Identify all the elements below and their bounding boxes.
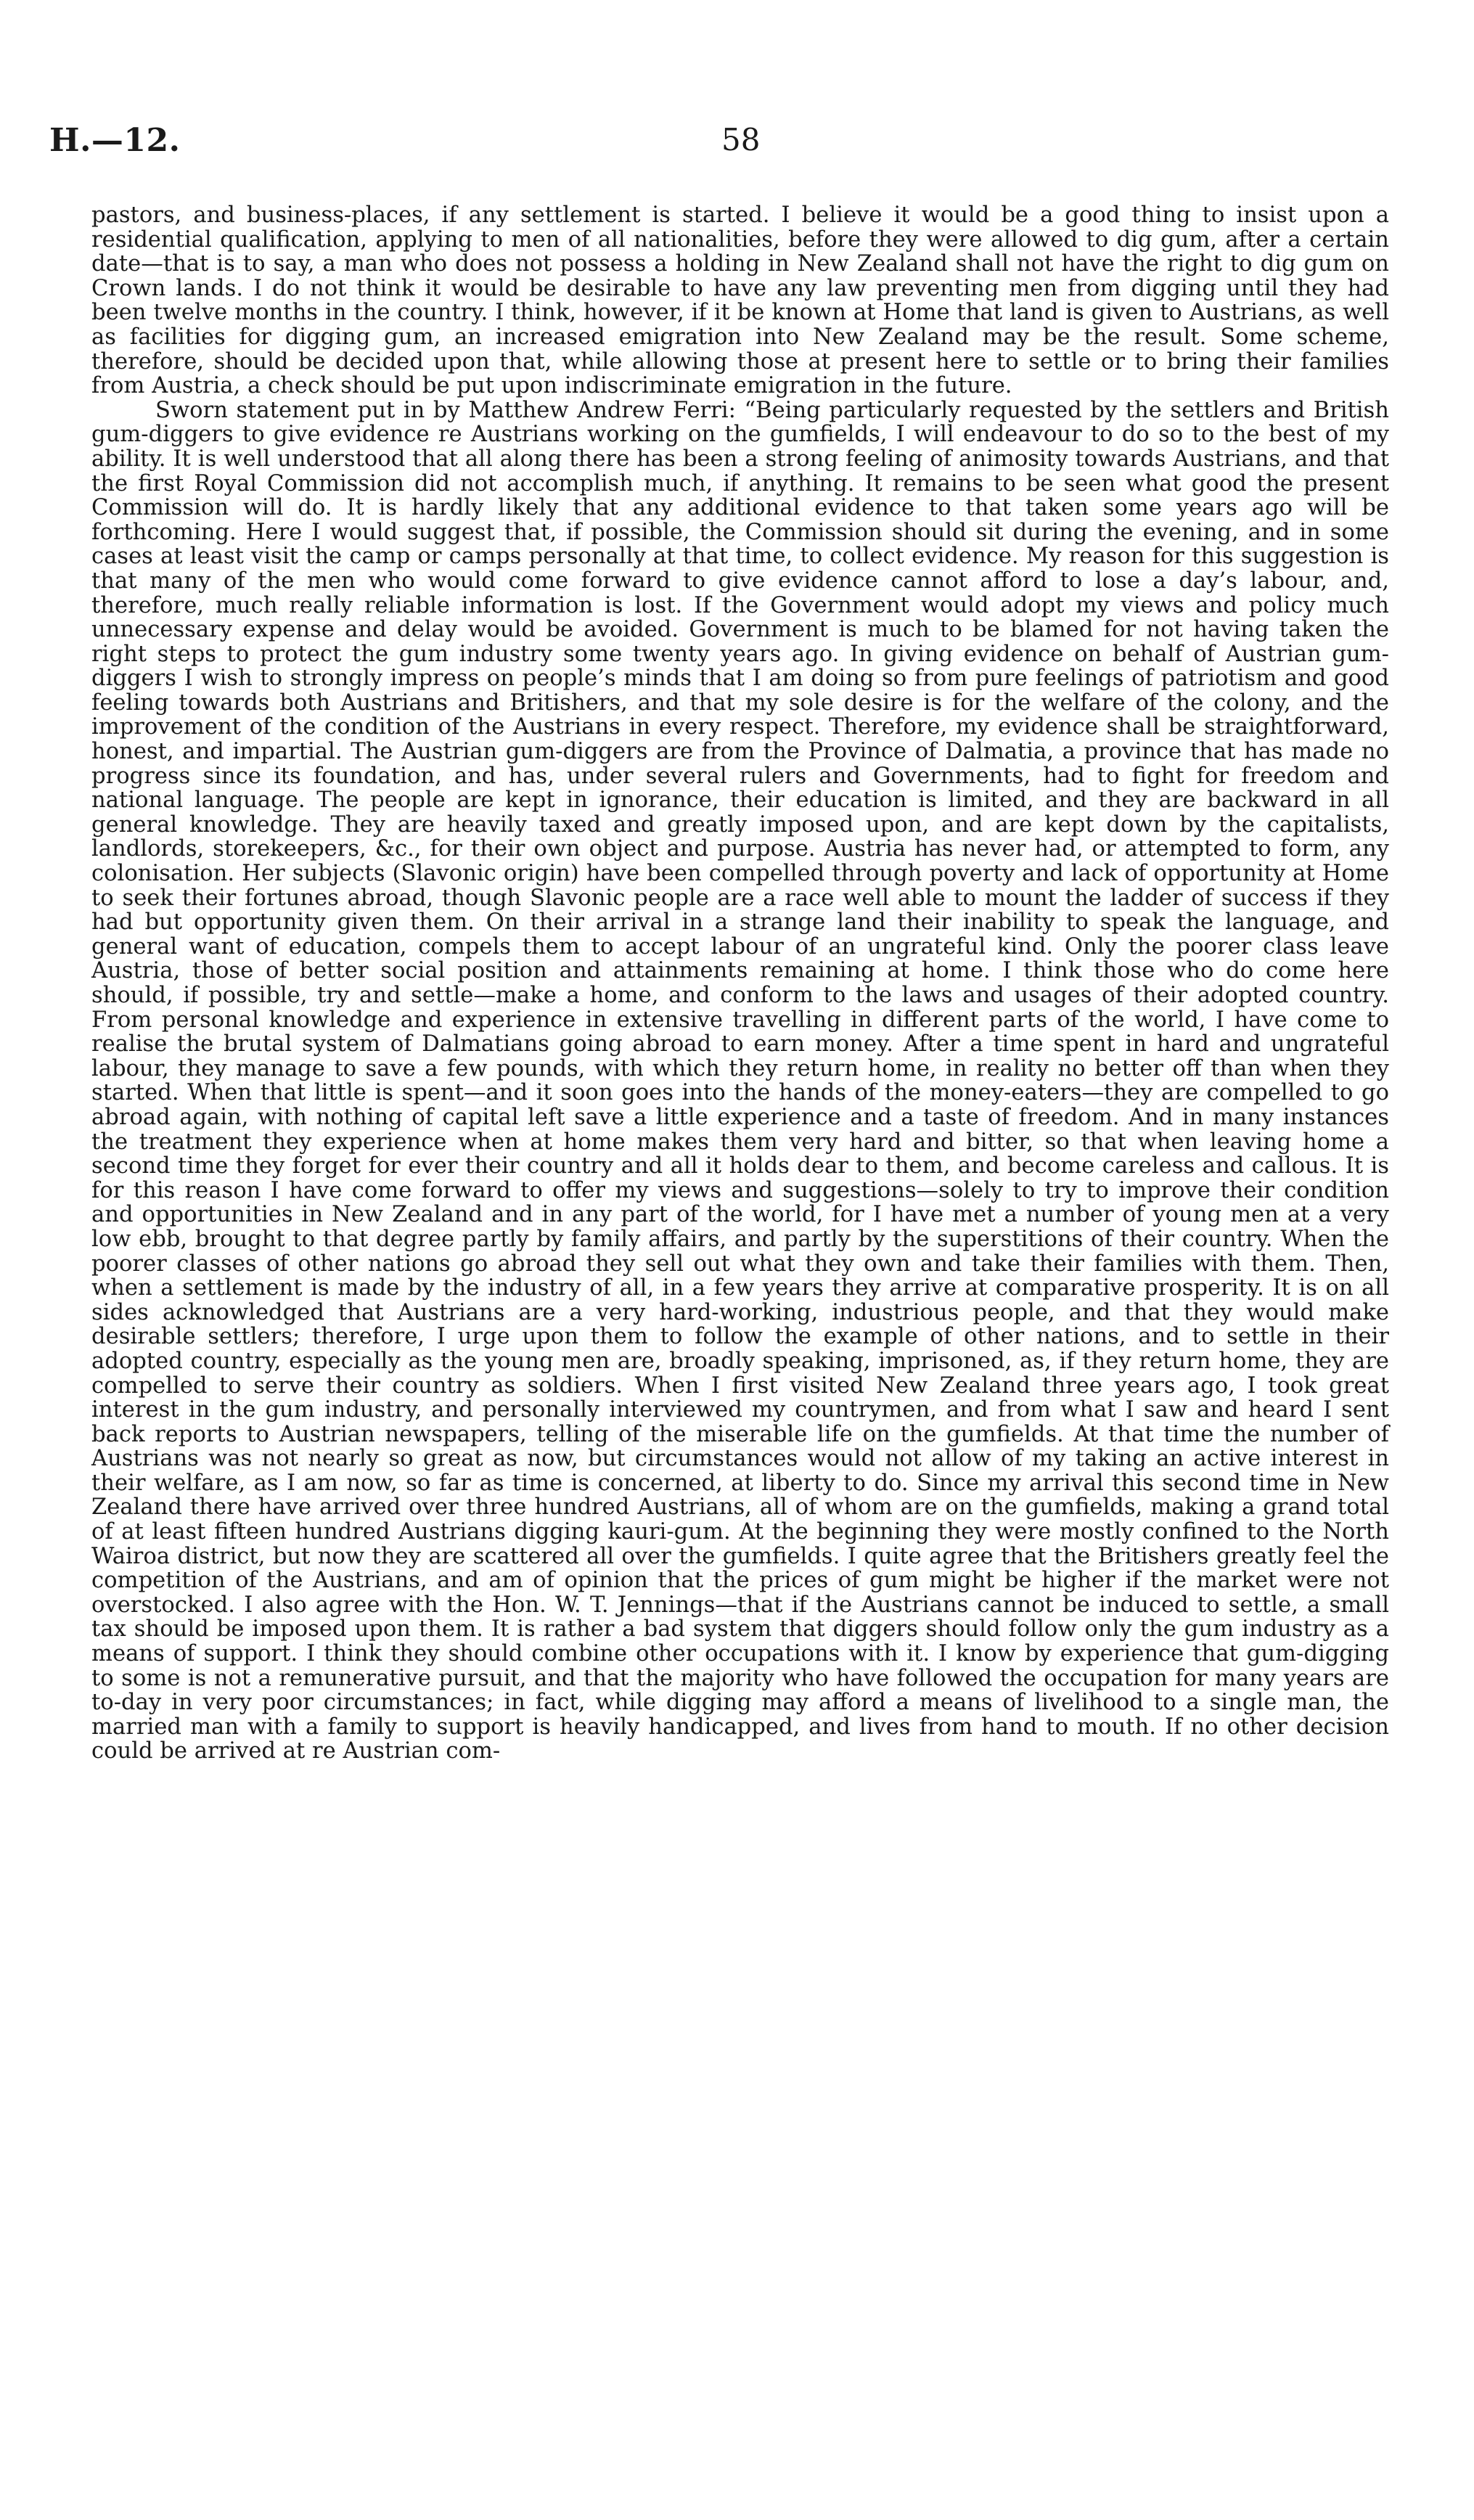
- paragraph: pastors, and business-places, if any settlement is started. I believe it would be a good thing to insist upon a residential qualification, applying to men of all nationalities, before they were allowed to dig gum, after a certain date—that is to say, a man who does not possess a holding in New Zealand shall not have the right to dig gum on Crown lands. I do not think it would be desirable to have any law preventing men from digging until they had been twelve months in the country. I think, however, if it be known at Home that land is given to Austrians, as well as facilities for digging gum, an increased emigration into New Zealand may be the result. Some scheme, therefore, should be decided upon that, while allowing those at present here to settle or to bring their families from Austria, a check should be put upon indiscriminate emigration in the future.: [91, 202, 1389, 399]
- page-header: [49, 122, 1407, 173]
- page-number: 58: [721, 122, 761, 158]
- body-text: [91, 203, 1389, 1764]
- paragraph: Sworn statement put in by Matthew Andrew Ferri: “Being particularly requested by the settlers and British gum-diggers to give evidence re Austrians working on the gumfields, I will endeavour to do so to the best of my ability. It is well understood that all along there has been a strong feeling of animosity towards Austrians, and that the first Royal Commission did not accomplish much, if anything. It remains to be seen what good the present Commission will do. It is hardly likely that any additional evidence to that taken some years ago will be forthcoming. Here I would suggest that, if possible, the Commission should sit during the evening, and in some cases at least visit the camp or camps personally at that time, to collect evidence. My reason for this suggestion is that many of the men who would come forward to give evidence cannot afford to lose a day’s labour, and, therefore, much really reliable information is lost. If the Government would adopt my views and policy much unnecessary expense and delay would be avoided. Government is much to be blamed for not having taken the right steps to protect the gum industry some twenty years ago. In giving evidence on behalf of Austrian gum-diggers I wish to strongly impress on people’s minds that I am doing so from pure feelings of patriotism and good feeling towards both Austrians and Britishers, and that my sole desire is for the welfare of the colony, and the improvement of the condition of the Austrians in every respect. Therefore, my evidence shall be straightforward, honest, and impartial. The Austrian gum-diggers are from the Province of Dalmatia, a province that has made no progress since its foundation, and has, under several rulers and Governments, had to fight for freedom and national language. The people are kept in ignorance, their education is limited, and they are backward in all general knowledge. They are heavily taxed and greatly imposed upon, and are kept down by the capitalists, landlords, storekeepers, &c., for their own object and purpose. Austria has never had, or attempted to form, any colonisation. Her subjects (Slavonic origin) have been compelled through poverty and lack of opportunity at Home to seek their fortunes abroad, though Slavonic people are a race well able to mount the ladder of success if they had but opportunity given them. On their arrival in a strange land their inability to speak the language, and general want of education, compels them to accept labour of an ungrateful kind. Only the poorer class leave Austria, those of better social position and attainments remaining at home. I think those who do come here should, if possible, try and settle—make a home, and conform to the laws and usages of their adopted country. From personal knowledge and experience in extensive travelling in different parts of the world, I have come to realise the brutal system of Dalmatians going abroad to earn money. After a time spent in hard and ungrateful labour, they manage to save a few pounds, with which they return home, in reality no better off than when they started. When that little is spent—and it soon goes into the hands of the money-eaters—they are compelled to go abroad again, with nothing of capital left save a little experience and a taste of freedom. And in many instances the treatment they experience when at home makes them very hard and bitter, so that when leaving home a second time they forget for ever their country and all it holds dear to them, and become careless and callous. It is for this reason I have come forward to offer my views and suggestions—solely to try to improve their condition and opportunities in New Zealand and in any part of the world, for I have met a number of young men at a very low ebb, brought to that degree partly by family affairs, and partly by the superstitions of their country. When the poorer classes of other nations go abroad they sell out what they own and take their families with them. Then, when a settlement is made by the industry of all, in a few years they arrive at comparative prosperity. It is on all sides acknowledged that Austrians are a very hard-working, industrious people, and that they would make desirable settlers; therefore, I urge upon them to follow the example of other nations, and to settle in their adopted country, especially as the young men are, broadly speaking, imprisoned, as, if they return home, they are compelled to serve their country as soldiers. When I first visited New Zealand three years ago, I took great interest in the gum industry, and personally interviewed my countrymen, and from what I saw and heard I sent back reports to Austrian newspapers, telling of the miserable life on the gumfields. At that time the number of Austrians was not nearly so great as now, but circumstances would not allow of my taking an active interest in their welfare, as I am now, so far as time is concerned, at liberty to do. Since my arrival this second time in New Zealand there have arrived over three hundred Austrians, all of whom are on the gumfields, making a grand total of at least fifteen hundred Austrians digging kauri-gum. At the beginning they were mostly confined to the North Wairoa district, but now they are scattered all over the gumfields. I quite agree that the Britishers greatly feel the competition of the Austrians, and am of opinion that the prices of gum might be higher if the market were not overstocked. I also agree with the Hon. W. T. Jennings—that if the Austrians cannot be induced to settle, a small tax should be imposed upon them. It is rather a bad system that diggers should follow only the gum industry as a means of support. I think they should combine other occupations with it. I know by experience that gum-digging to some is not a remunerative pursuit, and that the majority who have followed the occupation for many years are to-day in very poor circumstances; in fact, while digging may afford a means of livelihood to a single man, the married man with a family to support is heavily handicapped, and lives from hand to mouth. If no other decision could be arrived at re Austrian com-: [91, 397, 1389, 1764]
- document-reference: H.—12.: [49, 122, 181, 159]
